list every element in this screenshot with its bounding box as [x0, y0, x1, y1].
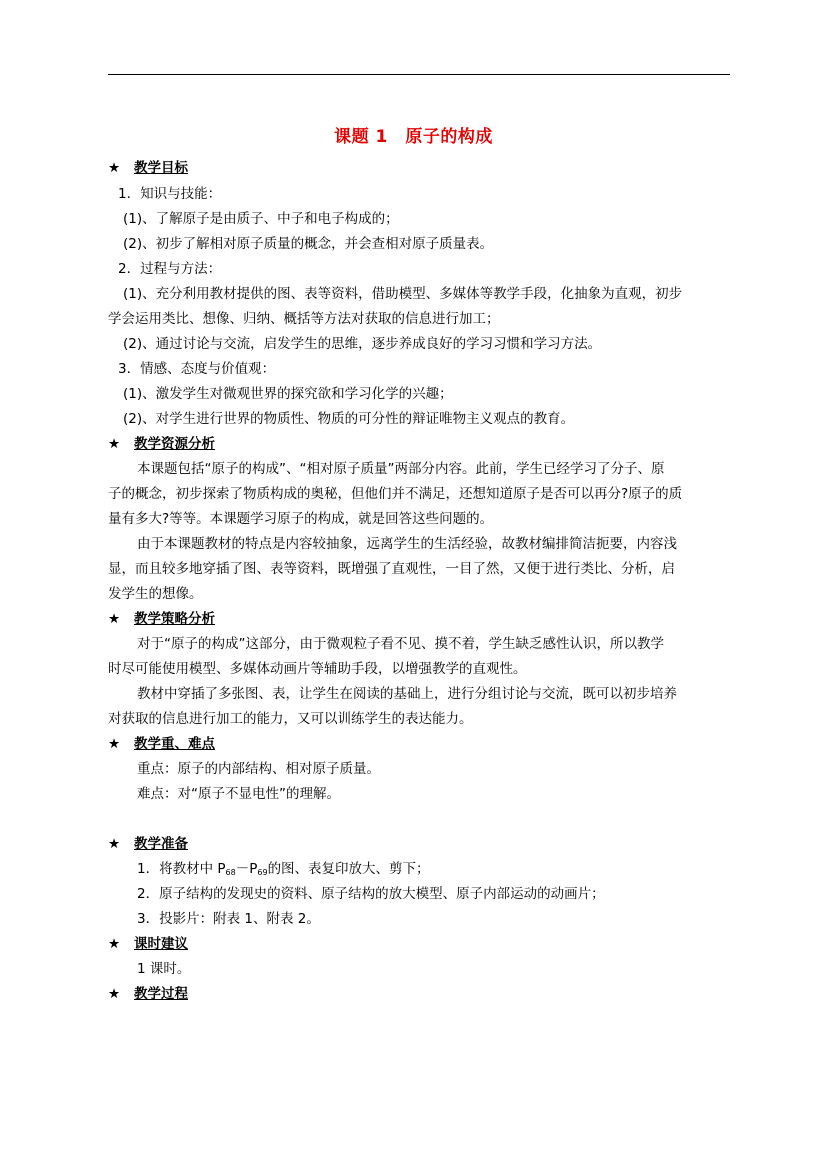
section-heading-process: ★ 教学过程: [108, 986, 188, 1002]
resources-para2-line3: 发学生的想像。: [108, 586, 203, 602]
star-icon: ★: [108, 611, 121, 627]
hours-text: 1 课时。: [137, 961, 191, 977]
keypoints-difficulty: 难点：对“原子不显电性”的理解。: [137, 786, 340, 802]
goals-emotion-title: 3．情感、态度与价值观：: [118, 361, 276, 377]
resources-para2-line1: 由于本课题教材的特点是内容较抽象，远离学生的生活经验，故教材编排简洁扼要，内容浅: [137, 536, 677, 552]
star-icon: ★: [108, 936, 121, 952]
star-icon: ★: [108, 160, 121, 176]
goals-emotion-1: (1)、激发学生对微观世界的探究欲和学习化学的兴趣；: [123, 386, 453, 402]
section-heading-hours: ★ 课时建议: [108, 936, 188, 952]
keypoints-focus: 重点：原子的内部结构、相对原子质量。: [137, 761, 380, 777]
goals-process-1a: (1)、充分利用教材提供的图、表等资料，借助模型、多媒体等教学手段，化抽象为直观，初步: [123, 286, 683, 302]
goals-emotion-2: (2)、对学生进行世界的物质性、物质的可分性的辩证唯物主义观点的教育。: [123, 411, 575, 427]
goals-knowledge-1: (1)、了解原子是由质子、中子和电子构成的；: [123, 211, 399, 227]
section-heading-strategy: ★ 教学策略分析: [108, 611, 215, 627]
strategy-para2-line1: 教材中穿插了多张图、表，让学生在阅读的基础上，进行分组讨论与交流，既可以初步培养: [137, 686, 677, 702]
resources-para1-line1: 本课题包括“原子的构成”、“相对原子质量”两部分内容。此前，学生已经学习了分子、原: [137, 461, 665, 477]
prep-item-1: 1．将教材中 $P_{68}-P_{69}$的图、表复印放大、剪下；: [137, 861, 430, 877]
resources-para1-line3: 量有多大?等等。本课题学习原子的构成，就是回答这些问题的。: [108, 511, 494, 527]
page-title: 课题 1 原子的构成: [334, 127, 493, 147]
resources-para2-line2: 显，而且较多地穿插了图、表等资料，既增强了直观性，一目了然，又便于进行类比、分析，启: [108, 561, 675, 577]
goals-process-2: (2)、通过讨论与交流，启发学生的思维，逐步养成良好的学习习惯和学习方法。: [123, 336, 602, 352]
goals-process-1b: 学会运用类比、想像、归纳、概括等方法对获取的信息进行加工；: [108, 311, 500, 327]
strategy-para2-line2: 对获取的信息进行加工的能力，又可以训练学生的表达能力。: [108, 711, 473, 727]
star-icon: ★: [108, 436, 121, 452]
section-heading-keypoints: ★ 教学重、难点: [108, 736, 215, 752]
prep-item-2: 2．原子结构的发现史的资料、原子结构的放大模型、原子内部运动的动画片；: [137, 886, 605, 902]
resources-para1-line2: 子的概念，初步探索了物质构成的奥秘，但他们并不满足，还想知道原子是否可以再分?原子的质: [108, 486, 683, 502]
strategy-para1-line2: 时尽可能使用模型、多媒体动画片等辅助手段，以增强教学的直观性。: [108, 661, 527, 677]
goals-knowledge-title: 1．知识与技能：: [118, 186, 222, 202]
strategy-para1-line1: 对于“原子的构成”这部分，由于微观粒子看不见、摸不着，学生缺乏感性认识，所以教学: [137, 636, 664, 652]
star-icon: ★: [108, 986, 121, 1002]
section-heading-goals: ★ 教学目标: [108, 160, 188, 176]
goals-knowledge-2: (2)、初步了解相对原子质量的概念，并会查相对原子质量表。: [123, 236, 494, 252]
section-heading-prep: ★ 教学准备: [108, 836, 188, 852]
goals-process-title: 2．过程与方法：: [118, 261, 222, 277]
star-icon: ★: [108, 836, 121, 852]
section-heading-resources: ★ 教学资源分析: [108, 436, 215, 452]
header-rule: [108, 74, 730, 75]
star-icon: ★: [108, 736, 121, 752]
prep-item-3: 3．投影片：附表 1、附表 2。: [137, 911, 320, 927]
